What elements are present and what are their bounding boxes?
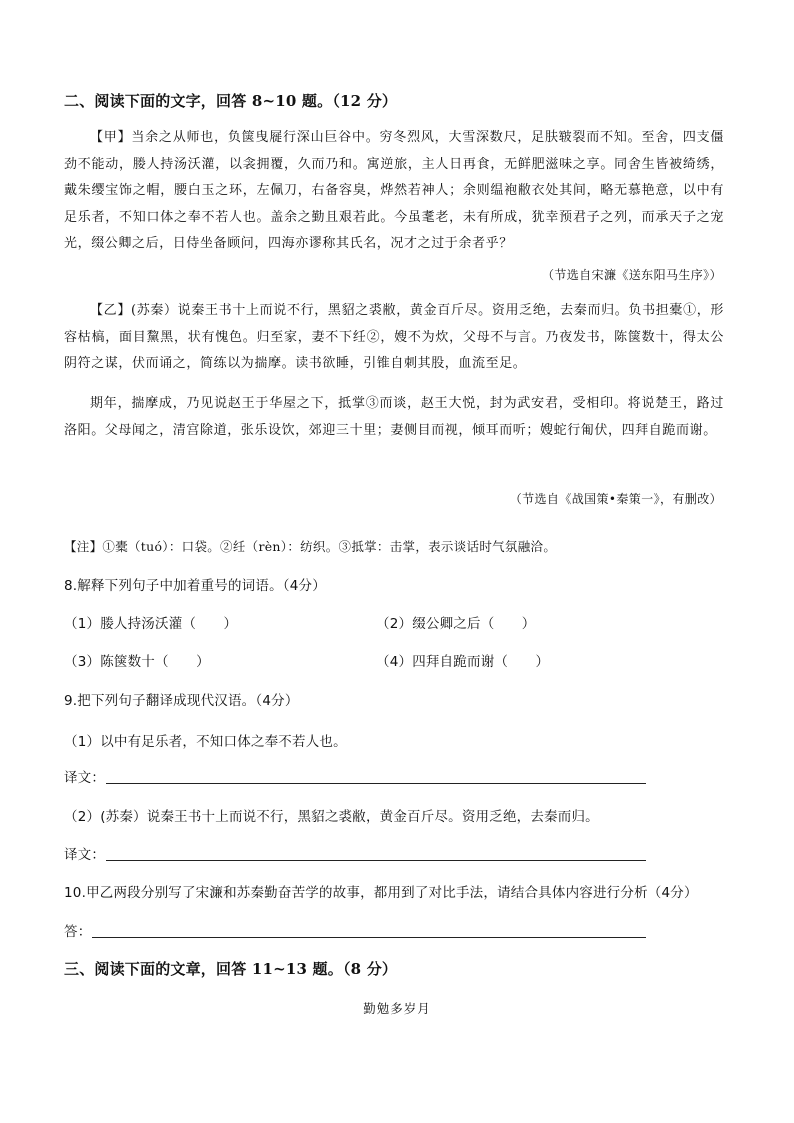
question-9-stem: 9.把下列句子翻译成现代汉语。（4分）: [64, 693, 299, 709]
passage-yi-part2: 期年，揣摩成，乃见说赵王于华屋之下，抵掌③而谈，赵王大悦，封为武安君，受相印。将说楚王，路过洛阳。父母闻之，清宫除道，张乐设饮，郊迎三十里；妻侧目而视，倾耳而听；嫂蛇行匍伏，四拜自跪而谢。: [64, 396, 724, 438]
question-9-sentence-2: （2）(苏秦）说秦王书十上而说不行，黑貂之裘敝，黄金百斤尽。资用乏绝，去秦而归。: [64, 809, 599, 825]
question-10-label: 答：: [64, 924, 92, 940]
answer-line-9-2[interactable]: [106, 860, 646, 861]
question-8-item-1: （1）媵人持汤沃灌（ ）: [64, 616, 238, 632]
section-2-title: 二、阅读下面的文字，回答 8~10 题。（12 分）: [64, 92, 398, 110]
passage-jia: 【甲】当余之从师也，负箧曳屣行深山巨谷中。穷冬烈风，大雪深数尺，足肤皲裂而不知。至舍，四支僵劲不能动，媵人持汤沃灌，以衾拥覆，久而乃和。寓逆旅，主人日再食，无鲜肥滋味之享。同舍生皆被绮绣，戴朱缨宝饰之帽，腰白玉之环，左佩刀，右备容臭，烨然若神人；余则缊袍敝衣处其间，略无慕艳意，以中有足乐者，不知口体之奉不若人也。盖余之勤且艰若此。今虽耄老，未有所成，犹幸预君子之列，而承天子之宠光，缀公卿之后，日侍坐备顾问，四海亦谬称其氏名，况才之过于余者乎？: [64, 130, 724, 251]
question-8-stem: 8.解释下列句子中加着重号的词语。（4分）: [64, 578, 326, 594]
source-yi: （节选自《战国策•秦策一》，有删改）: [509, 492, 722, 506]
source-jia: （节选自宋濂《送东阳马生序》）: [541, 268, 722, 282]
question-9-sentence-1: （1）以中有足乐者，不知口体之奉不若人也。: [64, 734, 347, 750]
question-8-item-2: （2）缀公卿之后（ ）: [376, 616, 536, 632]
question-8-item-3: （3）陈箧数十（ ）: [64, 654, 210, 670]
article-title: 勤勉多岁月: [363, 1001, 431, 1016]
question-8-item-4: （4）四拜自跪而谢（ ）: [376, 654, 550, 670]
annotation-note: 【注】①橐（tuó）：口袋。②纴（rèn）：纺织。③抵掌：击掌，表示谈话时气氛融洽。: [64, 539, 557, 554]
question-10-stem: 10.甲乙两段分别写了宋濂和苏秦勤奋苦学的故事，都用到了对比手法，请结合具体内容进行分析（4分）: [64, 885, 698, 901]
section-3-title: 三、阅读下面的文章，回答 11~13 题。（8 分）: [64, 960, 398, 978]
passage-yi-part1: 【乙】(苏秦）说秦王书十上而说不行，黑貂之裘敝，黄金百斤尽。资用乏绝，去秦而归。负书担橐①，形容枯槁，面目黧黑，状有愧色。归至家，妻不下纴②，嫂不为炊，父母不与言。乃夜发书，陈箧数十，得太公阴符之谋，伏而诵之，简练以为揣摩。读书欲睡，引锥自刺其股，血流至足。: [64, 303, 724, 371]
question-9-label-2: 译文：: [64, 847, 106, 863]
question-9-label-1: 译文：: [64, 770, 106, 786]
answer-line-10[interactable]: [92, 937, 646, 938]
answer-line-9-1[interactable]: [106, 783, 646, 784]
